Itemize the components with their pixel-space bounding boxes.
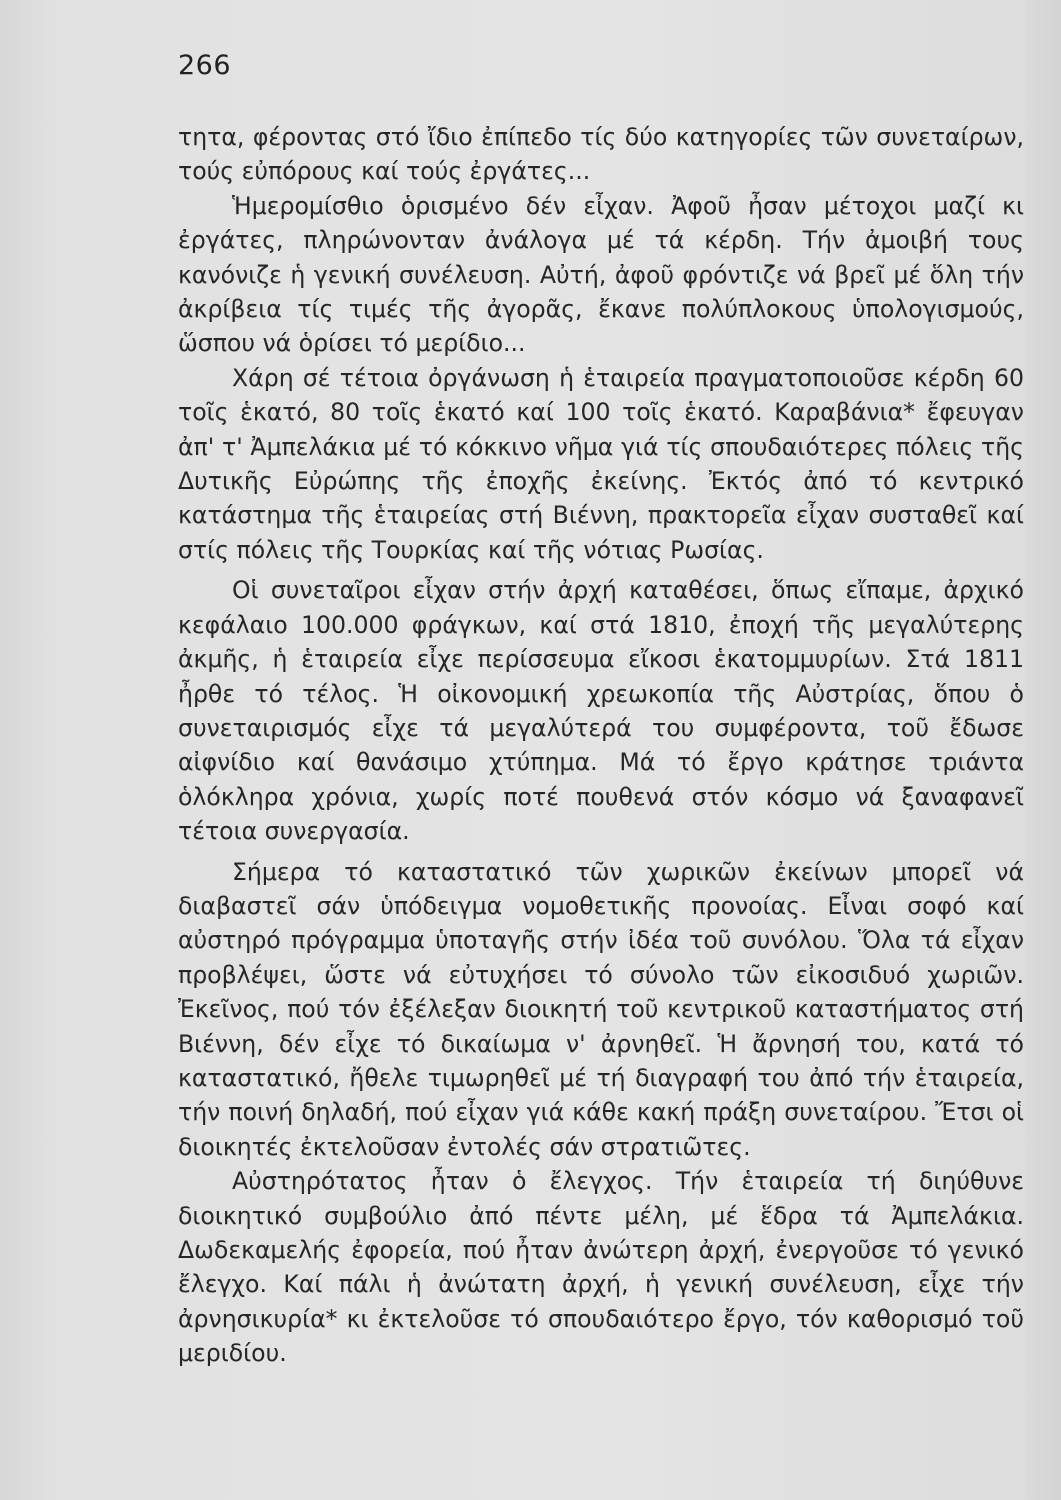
body-text [178,120,1024,1371]
paragraph-5: Σήμερα τό καταστατικό τῶν χωρικῶν ἐκείνων μπορεῖ νά διαβαστεῖ σάν ὑπόδειγμα νομοθετικῆς προνοίας. Εἶναι σοφό καί αὐστηρό πρόγραμμα ὑποταγῆς στήν ἰδέα τοῦ συνόλου. Ὅλα τά εἶχαν προβλέψει, ὥστε νά εὐτυχήσει τό σύνολο τῶν εἰκοσιδυό χωριῶν. Ἐκεῖνος, πού τόν ἐξέλεξαν διοικητή τοῦ κεντρικοῦ καταστήματος στή Βιέννη, δέν εἶχε τό δικαίωμα ν' ἀρνηθεῖ. Ἡ ἄρνησή του, κατά τό καταστατικό, ἤθελε τιμωρηθεῖ μέ τή διαγραφή του ἀπό τήν ἑταιρεία, τήν ποινή δηλαδή, πού εἶχαν γιά κάθε κακή πράξη συνεταίρου. Ἔτσι οἱ διοικητές ἐκτελοῦσαν ἐντολές σάν στρατιῶτες. [178,857,1024,1161]
paragraph-1: τητα, φέροντας στό ἴδιο ἐπίπεδο τίς δύο κατηγορίες τῶν συνεταίρων, τούς εὐπόρους καί τούς ἐργάτες... [178,123,1024,186]
page-number: 266 [178,50,232,81]
paragraph-4: Οἱ συνεταῖροι εἶχαν στήν ἀρχή καταθέσει, ὅπως εἴπαμε, ἀρχικό κεφάλαιο 100.000 φράγκων, καί στά 1810, ἐποχή τῆς μεγαλύτερης ἀκμῆς, ἡ ἑταιρεία εἶχε περίσσευμα εἴκοσι ἑκατομμυρίων. Στά 1811 ἦρθε τό τέλος. Ἡ οἰκονομική χρεωκοπία τῆς Αὐστρίας, ὅπου ὁ συνεταιρισμός εἶχε τά μεγαλύτερά του συμφέροντα, τοῦ ἔδωσε αἰφνίδιο καί θανάσιμο χτύπημα. Μά τό ἔργο κράτησε τριάντα ὁλόκληρα χρόνια, χωρίς ποτέ πουθενά στόν κόσμο νά ξαναφανεῖ τέτοια συνεργασία. [178,576,1024,846]
page-edge-shadow [1027,0,1061,1500]
paragraph-2: Ἡμερομίσθιο ὁρισμένο δέν εἶχαν. Ἀφοῦ ἦσαν μέτοχοι μαζί κι ἐργάτες, πληρώνονταν ἀνάλογα μέ τά κέρδη. Τήν ἀμοιβή τους κανόνιζε ἡ γενική συνέλευση. Αὐτή, ἀφοῦ φρόντιζε νά βρεῖ μέ ὅλη τήν ἀκρίβεια τίς τιμές τῆς ἀγορᾶς, ἔκανε πολύπλοκους ὑπολογισμούς, ὥσπου νά ὁρίσει τό μερίδιο... [178,191,1024,358]
paragraph-3: Χάρη σέ τέτοια ὀργάνωση ἡ ἑταιρεία πραγματοποιοῦσε κέρδη 60 τοῖς ἑκατό, 80 τοῖς ἑκατό καί 100 τοῖς ἑκατό. Καραβάνια* ἔφευγαν ἀπ' τ' Ἀμπελάκια μέ τό κόκκινο νῆμα γιά τίς σπουδαιότερες πόλεις τῆς Δυτικῆς Εὐρώπης τῆς ἐποχῆς ἐκείνης. Ἐκτός ἀπό τό κεντρικό κατάστημα τῆς ἑταιρείας στή Βιέννη, πρακτορεῖα εἶχαν συσταθεῖ καί στίς πόλεις τῆς Τουρκίας καί τῆς νότιας Ρωσίας. [178,363,1024,564]
paragraph-6: Αὐστηρότατος ἦταν ὁ ἔλεγχος. Τήν ἑταιρεία τή διηύθυνε διοικητικό συμβούλιο ἀπό πέντε μέλη, μέ ἕδρα τά Ἀμπελάκια. Δωδεκαμελής ἐφορεία, πού ἦταν ἀνώτερη ἀρχή, ἐνεργοῦσε τό γενικό ἔλεγχο. Καί πάλι ἡ ἀνώτατη ἀρχή, ἡ γενική συνέλευση, εἶχε τήν ἀρνησικυρία* κι ἐκτελοῦσε τό σπουδαιότερο ἔργο, τόν καθορισμό τοῦ μεριδίου. [178,1167,1024,1368]
